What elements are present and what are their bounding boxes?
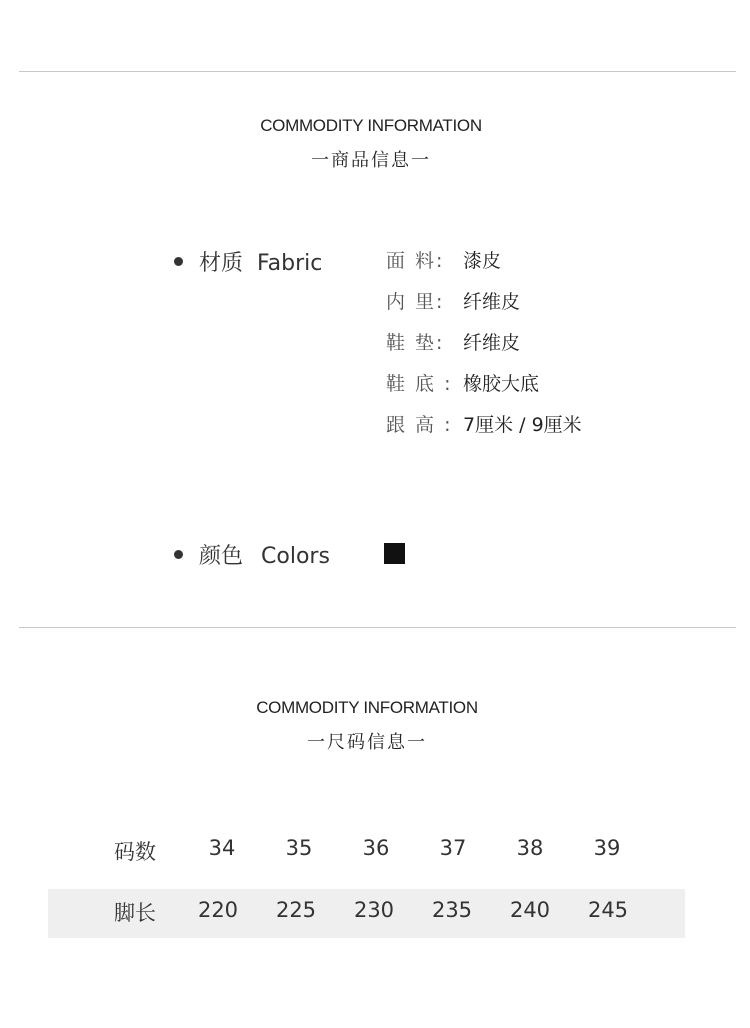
foot-length-cell: 240	[509, 898, 551, 922]
color-label-en: Colors	[261, 544, 330, 569]
foot-length-cell: 245	[587, 898, 629, 922]
section-title-cn: 一尺码信息一	[307, 732, 427, 753]
size-cell: 39	[593, 836, 621, 860]
row-header: 脚长	[114, 901, 156, 925]
spec-value: 漆皮	[463, 250, 502, 272]
spec-label: 面 料:	[386, 250, 445, 272]
middle-divider	[19, 627, 736, 628]
color-swatch-black[interactable]	[384, 543, 405, 564]
size-cell: 38	[516, 836, 544, 860]
size-cell: 34	[208, 836, 236, 860]
color-label-cn: 颜色	[199, 544, 244, 569]
spec-row	[386, 330, 520, 356]
color-heading	[199, 539, 330, 570]
section-title-en: COMMODITY INFORMATION	[260, 116, 482, 135]
spec-value: 7厘米 / 9厘米	[463, 414, 582, 436]
foot-length-cell: 220	[197, 898, 239, 922]
material-label-cn: 材质	[199, 251, 244, 276]
size-cell: 37	[439, 836, 467, 860]
spec-label: 内 里:	[386, 291, 445, 313]
foot-length-cell: 235	[431, 898, 473, 922]
material-label-en: Fabric	[257, 251, 323, 276]
spec-label: 跟 高 :	[386, 414, 453, 436]
foot-length-cell: 230	[353, 898, 395, 922]
size-cell: 36	[362, 836, 390, 860]
section-title-en: COMMODITY INFORMATION	[256, 698, 478, 717]
spec-value: 纤维皮	[463, 332, 521, 354]
spec-value: 橡胶大底	[463, 373, 540, 395]
material-bullet	[174, 257, 183, 266]
top-divider	[19, 71, 736, 72]
spec-label: 鞋 垫:	[386, 332, 445, 354]
spec-row	[386, 248, 501, 274]
spec-row	[386, 412, 582, 438]
spec-row	[386, 371, 539, 397]
foot-length-cell: 225	[275, 898, 317, 922]
row-header: 码数	[114, 840, 156, 864]
spec-value: 纤维皮	[463, 291, 521, 313]
section-title-cn: 一商品信息一	[311, 150, 431, 171]
spec-label: 鞋 底 :	[386, 373, 453, 395]
material-heading	[199, 246, 322, 277]
size-cell: 35	[285, 836, 313, 860]
color-bullet	[174, 550, 183, 559]
spec-row	[386, 289, 520, 315]
